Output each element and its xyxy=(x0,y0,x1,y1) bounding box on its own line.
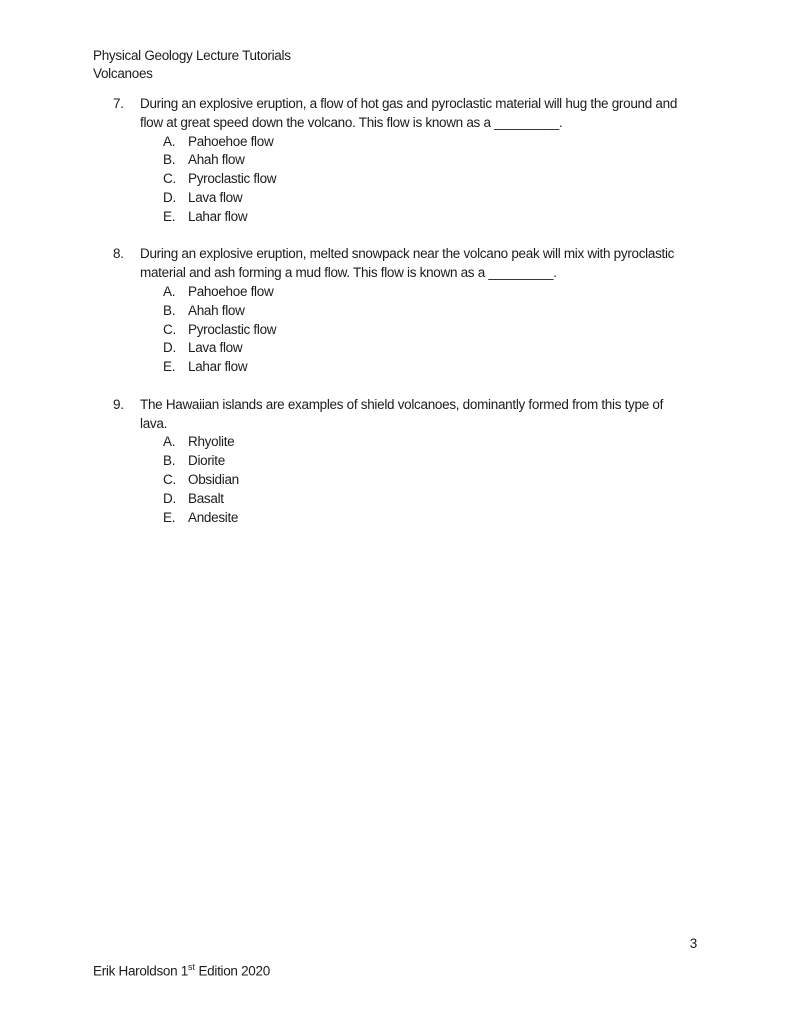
option-row xyxy=(163,471,791,490)
option-row xyxy=(163,358,791,377)
option-row xyxy=(163,170,791,189)
question-number: 7. xyxy=(113,96,124,111)
question-7 xyxy=(113,95,791,227)
question-body xyxy=(140,396,791,528)
question-9 xyxy=(113,396,791,528)
option-text: Diorite xyxy=(188,453,225,469)
footer-author-suffix: Edition 2020 xyxy=(195,963,270,979)
option-text: Rhyolite xyxy=(188,434,235,450)
option-letter: A. xyxy=(163,133,176,149)
question-number: 9. xyxy=(113,396,124,412)
option-letter: E. xyxy=(163,359,176,375)
option-row xyxy=(163,208,791,227)
options-list xyxy=(163,433,791,527)
option-row xyxy=(163,133,791,152)
option-letter: E. xyxy=(163,208,176,224)
option-row xyxy=(163,490,791,509)
option-letter: B. xyxy=(163,152,176,168)
option-row xyxy=(163,509,791,528)
footer-author-superscript: st xyxy=(188,962,196,972)
page-number: 3 xyxy=(689,936,697,951)
option-letter: C. xyxy=(163,471,176,487)
option-row xyxy=(163,151,791,170)
question-8 xyxy=(113,245,791,377)
option-letter: D. xyxy=(163,340,176,356)
option-row xyxy=(163,452,791,471)
option-row xyxy=(163,433,791,452)
option-text: Pyroclastic flow xyxy=(188,321,277,337)
option-row xyxy=(163,283,791,302)
option-text: Pahoehoe flow xyxy=(188,283,274,299)
questions-list xyxy=(113,95,791,527)
option-letter: A. xyxy=(163,434,176,450)
option-letter: C. xyxy=(163,321,176,337)
option-row xyxy=(163,189,791,208)
option-text: Lahar flow xyxy=(188,208,248,224)
header-subtitle: Volcanoes xyxy=(93,65,153,81)
option-text: Pahoehoe flow xyxy=(188,133,274,149)
option-text: Obsidian xyxy=(188,471,239,487)
option-letter: D. xyxy=(163,490,176,506)
question-number: 8. xyxy=(113,246,124,262)
question-text-line: During an explosive eruption, melted snowpack near the volcano peak will mix with pyroclastic xyxy=(140,246,675,262)
option-text: Pyroclastic flow xyxy=(188,171,277,187)
question-body xyxy=(140,245,791,377)
option-text: Lahar flow xyxy=(188,359,248,375)
option-letter: D. xyxy=(163,189,176,205)
document-header xyxy=(93,47,791,82)
option-row xyxy=(163,339,791,358)
option-text: Lava flow xyxy=(188,340,243,356)
question-text-line: flow at great speed down the volcano. This flow is known as a _________. xyxy=(140,114,563,130)
option-text: Andesite xyxy=(188,509,239,525)
option-letter: C. xyxy=(163,171,176,187)
question-text-line: During an explosive eruption, a flow of hot gas and pyroclastic material will hug the ground and xyxy=(140,96,678,111)
footer-author-prefix: Erik Haroldson 1 xyxy=(93,963,188,979)
footer-author xyxy=(93,959,270,980)
option-text: Ahah flow xyxy=(188,302,245,318)
option-text: Ahah flow xyxy=(188,152,245,168)
option-text: Lava flow xyxy=(188,189,243,205)
question-text-line: material and ash forming a mud flow. This flow is known as a _________. xyxy=(140,265,557,281)
option-letter: B. xyxy=(163,453,176,469)
header-title: Physical Geology Lecture Tutorials xyxy=(93,48,291,63)
option-text: Basalt xyxy=(188,490,224,506)
option-row xyxy=(163,302,791,321)
options-list xyxy=(163,283,791,377)
question-body xyxy=(140,95,791,227)
options-list xyxy=(163,133,791,227)
question-text-line: lava. xyxy=(140,415,168,431)
question-text-line: The Hawaiian islands are examples of shield volcanoes, dominantly formed from this type of xyxy=(140,396,664,412)
option-letter: A. xyxy=(163,283,176,299)
option-row xyxy=(163,321,791,340)
option-letter: B. xyxy=(163,302,176,318)
option-letter: E. xyxy=(163,509,176,525)
